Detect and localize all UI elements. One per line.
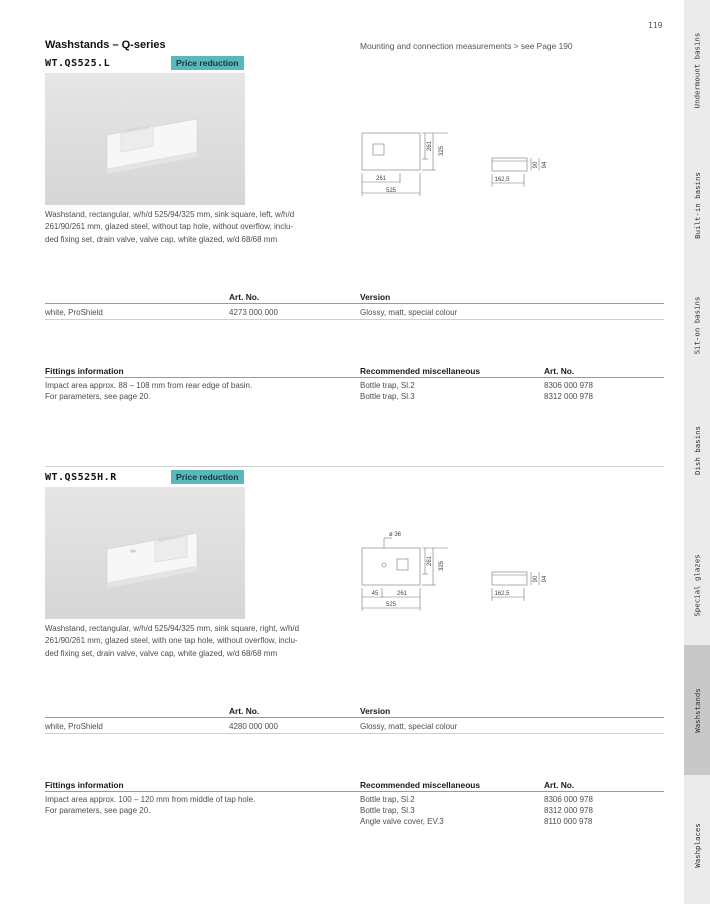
variant-version: Glossy, matt, special colour [360, 722, 458, 731]
product-code: WT.QS525.L [45, 58, 111, 69]
product-photo [45, 487, 245, 619]
variant-label: white, ProShield [45, 308, 103, 317]
tab-dish-basins[interactable] [684, 410, 710, 490]
description-line: ded fixing set, drain valve, valve cap, white glazed, w/d 68/68 mm [45, 234, 278, 244]
misc-item-artno: 8306 000 978 [544, 795, 593, 804]
tab-washstands[interactable] [684, 645, 710, 775]
tab-label: Sit-on basins [692, 296, 702, 354]
fittings-line: For parameters, see page 20. [45, 392, 151, 402]
tab-special-glazes[interactable] [684, 530, 710, 640]
artno-header: Art. No. [229, 706, 260, 716]
tab-label: Washstands [692, 687, 702, 733]
variant-artno: 4273 000 000 [229, 308, 278, 317]
description-line: 261/90/261 mm, glazed steel, with one tap hole, without overflow, inclu- [45, 636, 298, 646]
fittings-header: Fittings information [45, 366, 124, 376]
variant-version: Glossy, matt, special colour [360, 308, 458, 317]
fittings-line: For parameters, see page 20. [45, 806, 151, 816]
dim-label: 325 [439, 145, 445, 157]
fittings-header: Fittings information [45, 780, 124, 790]
product-description [45, 623, 345, 660]
price-reduction-badge: Price reduction [171, 470, 244, 484]
tab-washplaces[interactable] [684, 800, 710, 890]
divider [45, 303, 664, 304]
misc-item-name: Angle valve cover, EV.3 [360, 817, 444, 827]
version-header: Version [360, 706, 391, 716]
version-header: Version [360, 292, 391, 302]
dim-label: 261 [427, 140, 433, 152]
variant-artno: 4280 000 000 [229, 722, 278, 731]
tab-label: Dish basins [692, 425, 702, 475]
dim-label: 90 [533, 161, 539, 169]
tab-label: Washplaces [692, 822, 702, 868]
section-separator [45, 466, 664, 467]
variant-label: white, ProShield [45, 722, 103, 731]
chapter-side-nav [684, 0, 710, 904]
tab-label: Undermount basins [692, 32, 702, 108]
misc-list [360, 380, 415, 402]
misc-item-name: Bottle trap, Sl.3 [360, 392, 415, 402]
technical-drawing [358, 528, 568, 614]
dim-label: 525 [385, 188, 397, 194]
product-description [45, 209, 345, 246]
dim-label: 261 [375, 176, 387, 182]
divider [45, 319, 664, 320]
dim-label: 162,5 [494, 177, 510, 183]
misc-item-artno: 8312 000 978 [544, 392, 593, 402]
section-title: Washstands – Q-series [45, 39, 166, 51]
fittings-line: Impact area approx. 88 – 108 mm from rear edge of basin. [45, 381, 253, 390]
description-line: ded fixing set, drain valve, valve cap, white glazed, w/d 68/68 mm [45, 648, 278, 658]
misc-item-name: Bottle trap, Sl.2 [360, 381, 415, 390]
dim-label: ø 36 [388, 532, 402, 538]
tab-built-in-basins[interactable] [684, 150, 710, 260]
dim-label: 162,5 [494, 591, 510, 597]
page-number: 119 [648, 21, 663, 30]
misc-item-artno: 8306 000 978 [544, 381, 593, 390]
misc-artno-header: Art. No. [544, 366, 575, 376]
fittings-info [45, 794, 255, 816]
tab-sit-on-basins[interactable] [684, 280, 710, 370]
misc-item-artno: 8312 000 978 [544, 806, 593, 816]
misc-header: Recommended miscellaneous [360, 366, 481, 376]
artno-header: Art. No. [229, 292, 260, 302]
tab-label: Built-in basins [692, 171, 702, 239]
misc-artno-list [544, 380, 593, 402]
tab-label: Special glazes [692, 553, 702, 617]
description-line: Washstand, rectangular, w/h/d 525/94/325 mm, sink square, left, w/h/d [45, 210, 295, 219]
dim-label: 90 [533, 575, 539, 583]
description-line: 261/90/261 mm, glazed steel, without tap hole, without overflow, inclu- [45, 222, 294, 232]
fittings-line: Impact area approx. 100 – 120 mm from middle of tap hole. [45, 795, 256, 804]
dim-label: 261 [396, 591, 408, 597]
misc-item-name: Bottle trap, Sl.2 [360, 795, 415, 804]
description-line: Washstand, rectangular, w/h/d 525/94/325 mm, sink square, right, w/h/d [45, 624, 300, 633]
misc-item-artno: 8110 000 978 [544, 817, 593, 827]
product-photo [45, 73, 245, 205]
misc-header: Recommended miscellaneous [360, 780, 481, 790]
technical-drawing [358, 128, 568, 200]
mounting-note[interactable]: Mounting and connection measurements > see Page 190 [360, 41, 573, 51]
divider [45, 717, 664, 718]
dim-label: 261 [427, 555, 433, 567]
divider [45, 377, 664, 378]
price-reduction-badge: Price reduction [171, 56, 244, 70]
dim-label: 94 [542, 161, 548, 169]
dim-label: 525 [385, 602, 397, 608]
product-code: WT.QS525H.R [45, 472, 117, 483]
misc-artno-header: Art. No. [544, 780, 575, 790]
misc-list [360, 794, 444, 828]
divider [45, 733, 664, 734]
divider [45, 791, 664, 792]
dim-label: 94 [542, 575, 548, 583]
tab-undermount-basins[interactable] [684, 20, 710, 120]
misc-item-name: Bottle trap, Sl.3 [360, 806, 415, 816]
fittings-info [45, 380, 252, 402]
dim-label: 325 [439, 560, 445, 572]
dim-label: 45 [371, 591, 379, 597]
misc-artno-list [544, 794, 593, 828]
